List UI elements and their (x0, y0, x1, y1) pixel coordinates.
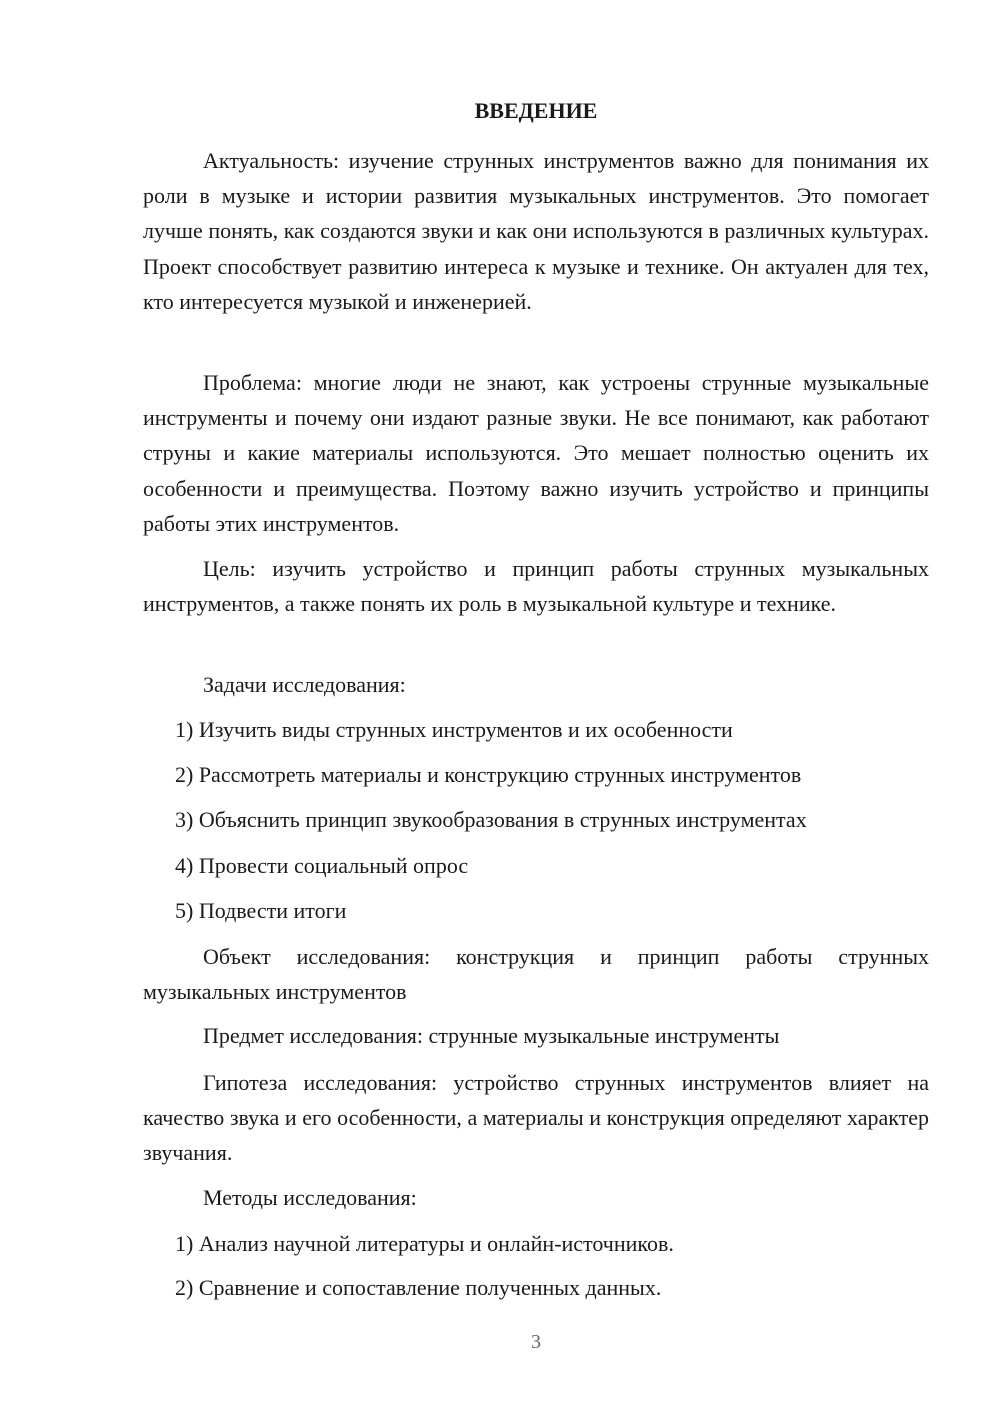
task-item: 4) Провести социальный опрос (175, 853, 469, 878)
task-item: 2) Рассмотреть материалы и конструкцию струнных инструментов (175, 762, 802, 787)
subject-paragraph: Предмет исследования: струнные музыкальные инструменты (203, 1023, 780, 1048)
task-item: 1) Изучить виды струнных инструментов и их особенности (175, 717, 733, 742)
methods-label: Методы исследования: (203, 1185, 417, 1210)
goal-paragraph: Цель: изучить устройство и принцип работы струнных музыкальных инструментов, а также понять их роль в музыкальной культуре и технике. (143, 556, 929, 617)
page-number: 3 (531, 1331, 541, 1353)
hypothesis-paragraph: Гипотеза исследования: устройство струнных инструментов влияет на качество звука и его особенности, а материалы и конструкция определяют характер звучания. (143, 1070, 929, 1166)
relevance-paragraph: Актуальность: изучение струнных инструментов важно для понимания их роли в музыке и истории развития музыкальных инструментов. Это помогает лучше понять, как создаются звуки и как они используются в различных культурах. Проект способствует развитию интереса к музыке и технике. Он актуален для тех, кто интересуется музыкой и инженерией. (143, 148, 929, 314)
task-item: 5) Подвести итоги (175, 898, 347, 923)
method-item: 2) Сравнение и сопоставление полученных данных. (175, 1275, 662, 1300)
section-title: ВВЕДЕНИЕ (474, 98, 598, 123)
tasks-label: Задачи исследования: (203, 672, 406, 697)
method-item: 1) Анализ научной литературы и онлайн-источников. (175, 1231, 674, 1256)
task-item: 3) Объяснить принцип звукообразования в струнных инструментах (175, 807, 807, 832)
problem-paragraph: Проблема: многие люди не знают, как устроены струнные музыкальные инструменты и почему они издают разные звуки. Не все понимают, как работают струны и какие материалы используются. Это мешает полностью оценить их особенности и преимущества. Поэтому важно изучить устройство и принципы работы этих инструментов. (143, 370, 929, 536)
object-paragraph: Объект исследования: конструкция и принцип работы струнных музыкальных инструментов (143, 944, 929, 1005)
